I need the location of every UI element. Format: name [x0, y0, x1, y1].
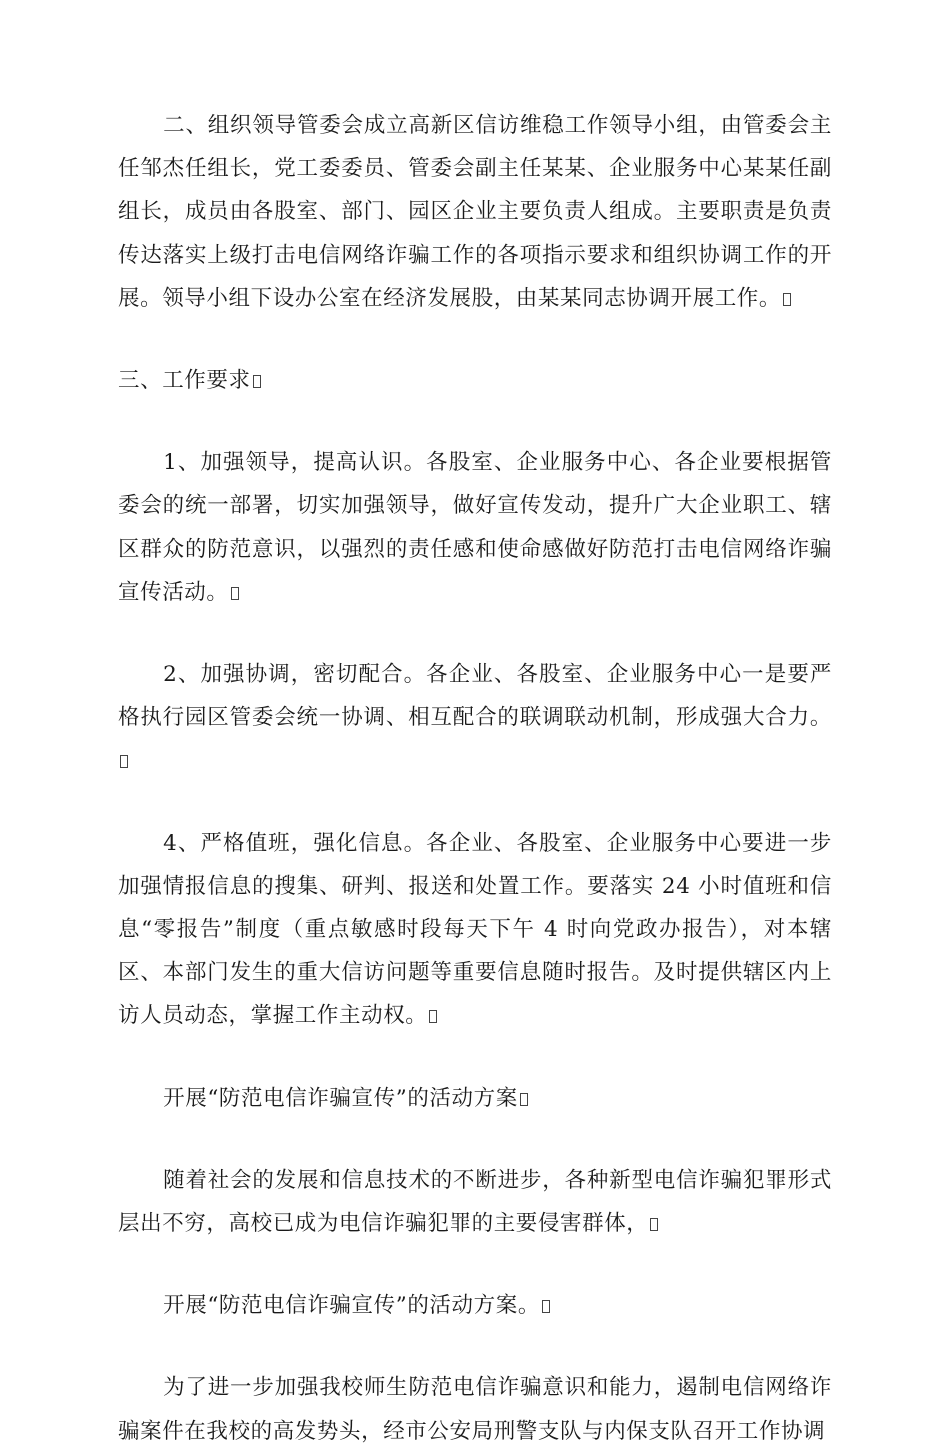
paragraph-section-2 — [118, 104, 832, 320]
paragraph-mark-icon — [783, 293, 791, 306]
paragraph-text: 2、加强协调，密切配合。各企业、各股室、企业服务中心一是要严格执行园区管委会统一协调、相互配合的联调联动机制，形成强大合力。 — [118, 662, 832, 731]
paragraph-mark-icon — [542, 1300, 550, 1313]
paragraph-requirement-2 — [118, 653, 832, 783]
section-3-heading — [118, 359, 832, 402]
paragraph-purpose — [118, 1366, 832, 1452]
paragraph-mark-icon — [120, 755, 128, 768]
plan-title-b — [118, 1284, 832, 1327]
paragraph-mark-icon — [253, 375, 261, 388]
paragraph-requirement-1 — [118, 441, 832, 614]
paragraph-text: 为了进一步加强我校师生防范电信诈骗意识和能力，遏制电信网络诈骗案件在我校的高发势头，经市公安局刑警支队与内保支队召开工作协调 — [118, 1375, 832, 1444]
paragraph-mark-icon — [231, 587, 239, 600]
paragraph-requirement-4 — [118, 822, 832, 1038]
plan-title-a — [118, 1077, 832, 1120]
heading-text: 三、工作要求 — [118, 368, 251, 394]
paragraph-mark-icon — [429, 1010, 437, 1023]
paragraph-intro — [118, 1159, 832, 1245]
paragraph-text: 开展“防范电信诈骗宣传”的活动方案 — [163, 1085, 518, 1111]
paragraph-text: 二、组织领导管委会成立高新区信访维稳工作领导小组，由管委会主任邹杰任组长，党工委委员、管委会副主任某某、企业服务中心某某任副组长，成员由各股室、部门、园区企业主要负责人组成。主要职责是负责传达落实上级打击电信网络诈骗工作的各项指示要求和组织协调工作的开展。领导小组下设办公室在经济发展股，由某某同志协调开展工作。 — [118, 113, 832, 311]
paragraph-text: 开展“防范电信诈骗宣传”的活动方案。 — [163, 1293, 540, 1319]
paragraph-text: 1、加强领导，提高认识。各股室、企业服务中心、各企业要根据管委会的统一部署，切实加强领导，做好宣传发动，提升广大企业职工、辖区群众的防范意识，以强烈的责任感和使命感做好防范打击电信网络诈骗宣传活动。 — [118, 450, 832, 605]
paragraph-mark-icon — [520, 1093, 528, 1106]
paragraph-text: 4、严格值班，强化信息。各企业、各股室、企业服务中心要进一步加强情报信息的搜集、研判、报送和处置工作。要落实 24 小时值班和信息“零报告”制度（重点敏感时段每天下午 4 时向党政办报告），对本辖区、本部门发生的重大信访问题等重要信息随时报告。及时提供辖区内上访人员动态，掌握工作主动权。 — [118, 830, 832, 1029]
paragraph-mark-icon — [650, 1218, 658, 1231]
paragraph-text: 随着社会的发展和信息技术的不断进步，各种新型电信诈骗犯罪形式层出不穷，高校已成为电信诈骗犯罪的主要侵害群体， — [118, 1167, 832, 1237]
